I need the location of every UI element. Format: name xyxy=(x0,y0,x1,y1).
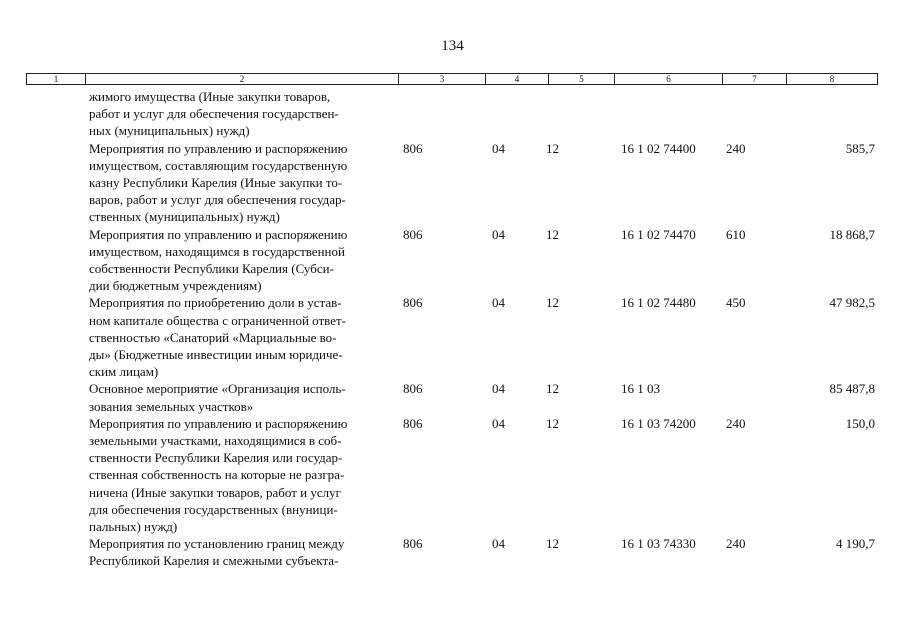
page-number: 134 xyxy=(441,38,464,54)
description-line: Мероприятия по приобретению доли в устав- xyxy=(89,295,342,311)
description-line: ничена (Иные закупки товаров, работ и услуг xyxy=(89,484,341,500)
description-line: имуществом, составляющим государственную xyxy=(89,157,348,173)
target-article-cell: 16 1 03 xyxy=(621,381,660,397)
section-code-cell: 04 xyxy=(492,381,505,397)
description-line: Мероприятия по управлению и распоряжению xyxy=(89,415,348,431)
row-description xyxy=(89,226,394,295)
expense-type-cell: 240 xyxy=(726,415,746,431)
description-line: ды» (Бюджетные инвестиции иным юридиче- xyxy=(89,347,343,363)
description-line: ственная собственность на которые не разгра- xyxy=(89,467,345,483)
header-col-4: 4 xyxy=(486,74,549,84)
table-body xyxy=(26,88,878,570)
section-code-cell: 04 xyxy=(492,140,505,156)
expense-type-cell: 240 xyxy=(726,536,746,552)
table-row xyxy=(26,226,878,295)
description-line: ственности Республики Карелия или государ- xyxy=(89,450,343,466)
description-line: Мероприятия по управлению и распоряжению xyxy=(89,140,348,156)
table-row xyxy=(26,140,878,226)
table-row xyxy=(26,415,878,535)
amount-cell: 4 190,7 xyxy=(836,536,875,552)
section-code-cell: 04 xyxy=(492,415,505,431)
row-description xyxy=(89,415,394,535)
table-row xyxy=(26,88,878,140)
description-line: Республикой Карелия и смежными субъекта- xyxy=(89,553,339,569)
section-code-cell: 04 xyxy=(492,226,505,242)
description-line: ственностью «Санаторий «Марциальные во- xyxy=(89,329,337,345)
description-line: ных (муниципальных) нужд) xyxy=(89,123,250,139)
description-line: Основное мероприятие «Организация исполь- xyxy=(89,381,346,397)
admin-code-cell: 806 xyxy=(403,381,423,397)
description-line: варов, работ и услуг для обеспечения государ- xyxy=(89,192,346,208)
admin-code-cell: 806 xyxy=(403,295,423,311)
table-row xyxy=(26,535,878,569)
header-col-7: 7 xyxy=(723,74,787,84)
admin-code-cell: 806 xyxy=(403,536,423,552)
table-row xyxy=(26,380,878,414)
description-line: работ и услуг для обеспечения государствен- xyxy=(89,106,339,122)
description-line: ственных (муниципальных) нужд) xyxy=(89,209,280,225)
header-col-2: 2 xyxy=(86,74,399,84)
target-article-cell: 16 1 02 74470 xyxy=(621,226,696,242)
description-line: имуществом, находящимся в государственной xyxy=(89,243,345,259)
table-header xyxy=(26,73,878,85)
row-description xyxy=(89,380,394,414)
description-line: ским лицам) xyxy=(89,364,159,380)
expense-type-cell: 240 xyxy=(726,140,746,156)
admin-code-cell: 806 xyxy=(403,226,423,242)
amount-cell: 47 982,5 xyxy=(829,295,875,311)
row-description xyxy=(89,88,394,140)
description-line: пальных) нужд) xyxy=(89,519,178,535)
description-line: Мероприятия по установлению границ между xyxy=(89,536,345,552)
subsection-code-cell: 12 xyxy=(546,140,559,156)
header-col-5: 5 xyxy=(549,74,615,84)
description-line: земельными участками, находящимися в соб- xyxy=(89,433,342,449)
target-article-cell: 16 1 02 74480 xyxy=(621,295,696,311)
expense-type-cell: 610 xyxy=(726,226,746,242)
subsection-code-cell: 12 xyxy=(546,381,559,397)
description-line: казну Республики Карелия (Иные закупки то- xyxy=(89,175,343,191)
description-line: дии бюджетным учреждениям) xyxy=(89,278,262,294)
description-line: жимого имущества (Иные закупки товаров, xyxy=(89,89,331,104)
row-description xyxy=(89,294,394,380)
description-line: собственности Республики Карелия (Субси- xyxy=(89,261,334,277)
subsection-code-cell: 12 xyxy=(546,226,559,242)
description-line: зования земельных участков» xyxy=(89,398,254,414)
row-description xyxy=(89,140,394,226)
section-code-cell: 04 xyxy=(492,536,505,552)
description-line: Мероприятия по управлению и распоряжению xyxy=(89,226,348,242)
target-article-cell: 16 1 03 74200 xyxy=(621,415,696,431)
description-line: для обеспечения государственных (внуници- xyxy=(89,501,338,517)
amount-cell: 585,7 xyxy=(845,140,875,156)
amount-cell: 150,0 xyxy=(845,415,875,431)
table-row xyxy=(26,294,878,380)
header-col-3: 3 xyxy=(399,74,486,84)
header-col-6: 6 xyxy=(615,74,723,84)
expense-type-cell: 450 xyxy=(726,295,746,311)
subsection-code-cell: 12 xyxy=(546,295,559,311)
section-code-cell: 04 xyxy=(492,295,505,311)
target-article-cell: 16 1 03 74330 xyxy=(621,536,696,552)
amount-cell: 85 487,8 xyxy=(829,381,875,397)
admin-code-cell: 806 xyxy=(403,140,423,156)
target-article-cell: 16 1 02 74400 xyxy=(621,140,696,156)
description-line: ном капитале общества с ограниченной ответ- xyxy=(89,312,347,328)
admin-code-cell: 806 xyxy=(403,415,423,431)
header-col-8: 8 xyxy=(829,74,835,84)
row-description xyxy=(89,535,394,569)
header-col-1: 1 xyxy=(27,74,86,84)
subsection-code-cell: 12 xyxy=(546,415,559,431)
subsection-code-cell: 12 xyxy=(546,536,559,552)
amount-cell: 18 868,7 xyxy=(829,226,875,242)
